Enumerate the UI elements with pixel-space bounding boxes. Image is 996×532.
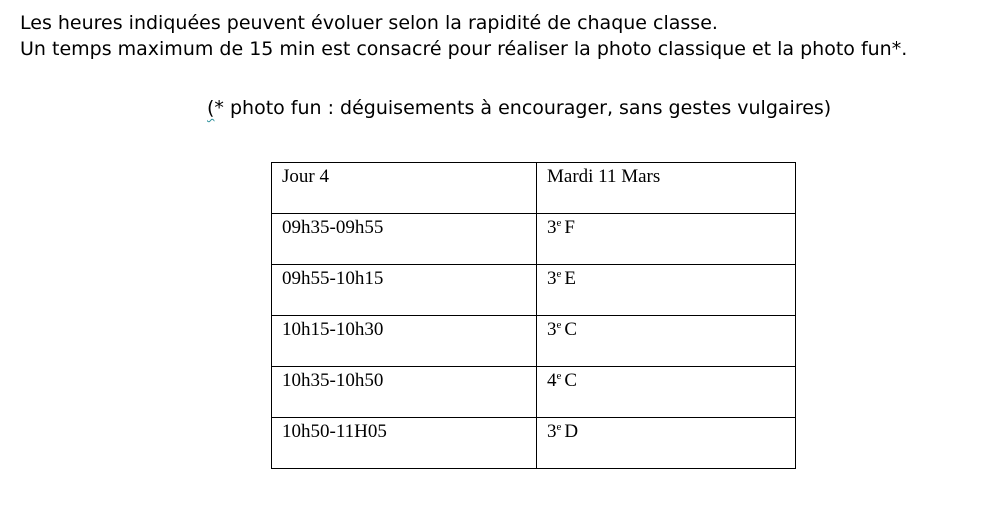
time-cell: 10h50-11H05 bbox=[272, 418, 537, 469]
table-row bbox=[272, 265, 796, 316]
table-row bbox=[272, 367, 796, 418]
time-cell: 09h35-09h55 bbox=[272, 214, 537, 265]
schedule-table bbox=[271, 162, 796, 469]
table-row bbox=[272, 316, 796, 367]
table-row bbox=[272, 214, 796, 265]
class-cell: 3e F bbox=[537, 214, 796, 265]
note-open-paren: ( bbox=[207, 97, 215, 119]
class-cell: 4e C bbox=[537, 367, 796, 418]
time-cell: 09h55-10h15 bbox=[272, 265, 537, 316]
intro-line-1: Les heures indiquées peuvent évoluer selon la rapidité de chaque classe. bbox=[20, 12, 718, 34]
class-cell: 3e D bbox=[537, 418, 796, 469]
intro-paragraph bbox=[20, 10, 907, 62]
class-cell: 3e C bbox=[537, 316, 796, 367]
photo-fun-note bbox=[207, 95, 831, 121]
intro-line-2: Un temps maximum de 15 min est consacré pour réaliser la photo classique et la photo fun*. bbox=[20, 38, 908, 60]
class-cell: 3e E bbox=[537, 265, 796, 316]
header-date-cell: Mardi 11 Mars bbox=[537, 163, 796, 214]
time-cell: 10h35-10h50 bbox=[272, 367, 537, 418]
table-row bbox=[272, 418, 796, 469]
time-cell: 10h15-10h30 bbox=[272, 316, 537, 367]
header-day-cell: Jour 4 bbox=[272, 163, 537, 214]
table-header-row bbox=[272, 163, 796, 214]
note-text: * photo fun : déguisements à encourager, sans gestes vulgaires) bbox=[214, 97, 832, 119]
